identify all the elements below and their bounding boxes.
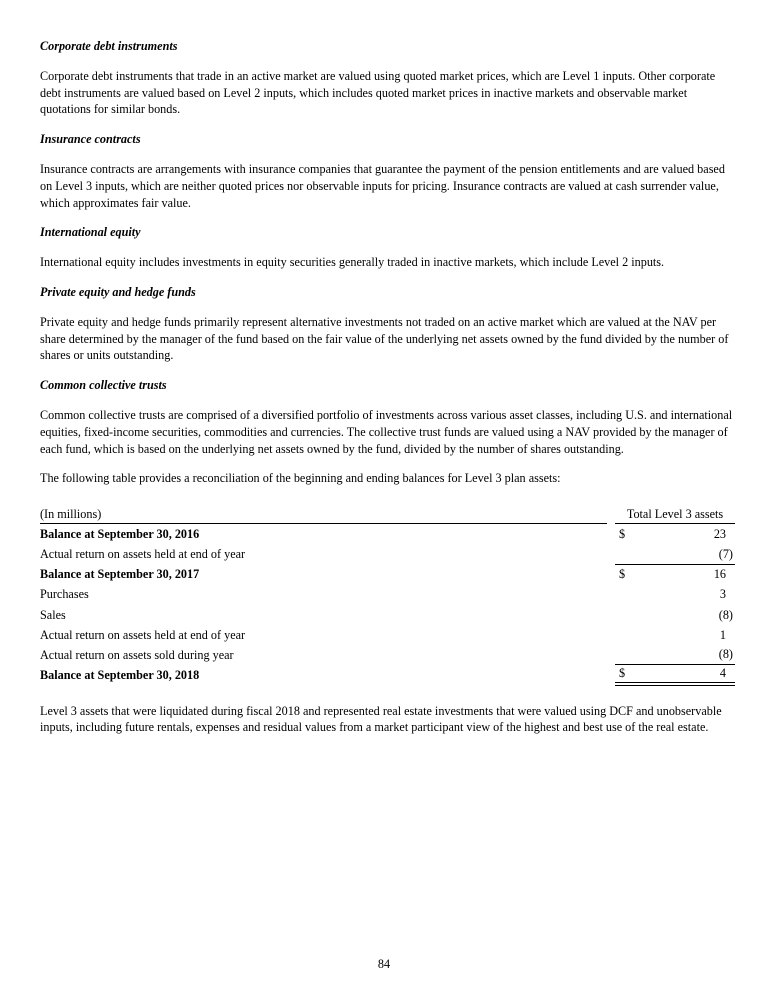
row-label: Purchases (40, 587, 89, 602)
section-paragraph: Corporate debt instruments that trade in an active market are valued using quoted market prices, which are Level 1 inputs. Other corporate debt instruments are valued based on Level 2 inputs, which includes quoted market prices in inactive markets and observable market quotations for similar bonds. (40, 68, 716, 117)
table-row (40, 524, 735, 544)
dollar-sign: $ (619, 526, 626, 541)
row-value-cell (615, 585, 735, 605)
table-row (40, 605, 735, 625)
closing-paragraph: Level 3 assets that were liquidated during fiscal 2018 and represented real estate investments that were valued using DCF and unobservable inputs, including future rentals, expenses and residual values from a market participant view of the highest and best use of the real estate. (40, 703, 722, 735)
table-row (40, 544, 735, 564)
row-value-cell (615, 544, 735, 564)
section-heading: Private equity and hedge funds (40, 284, 196, 299)
table-row (40, 665, 735, 685)
table-intro: The following table provides a reconciliation of the beginning and ending balances for Level 3 plan assets: (40, 471, 561, 486)
row-label: Actual return on assets held at end of year (40, 547, 246, 562)
row-value: (7) (718, 546, 733, 561)
row-label: Actual return on assets held at end of year (40, 627, 246, 642)
row-value-cell (615, 645, 735, 665)
section-paragraph: International equity includes investments in equity securities generally traded in inactive markets, which include Level 2 inputs. (40, 255, 665, 270)
row-value: (8) (718, 607, 733, 622)
table-header-row (40, 505, 735, 524)
section-heading: Insurance contracts (40, 132, 141, 147)
table-row (40, 645, 735, 665)
column-header-in-millions: (In millions) (40, 505, 607, 524)
table-row (40, 625, 735, 645)
row-label: Actual return on assets sold during year (40, 647, 234, 662)
section-common-collective-trusts (40, 377, 735, 457)
row-value-cell (615, 625, 735, 645)
dollar-sign: $ (619, 567, 626, 582)
table-row (40, 585, 735, 605)
row-label: Sales (40, 607, 66, 622)
section-corporate-debt (40, 38, 735, 118)
row-value: 16 (713, 567, 726, 582)
row-value: 4 (719, 666, 726, 681)
section-heading: Corporate debt instruments (40, 39, 178, 53)
row-value: 23 (713, 526, 726, 541)
row-value-cell (615, 565, 735, 585)
row-label: Balance at September 30, 2016 (40, 526, 200, 541)
row-value: (8) (718, 647, 733, 662)
row-value: 3 (719, 587, 726, 602)
dollar-sign: $ (619, 666, 626, 681)
section-paragraph: Insurance contracts are arrangements with insurance companies that guarantee the payment of the pension entitlements and are valued based on Level 3 inputs, which are neither quoted prices nor observable inputs for pricing. Insurance contracts are valued at cash surrender value, which approximates fair value. (40, 161, 725, 210)
column-header-total-level3-assets: Total Level 3 assets (615, 505, 735, 524)
row-value-cell (615, 605, 735, 625)
level3-reconciliation-table (40, 505, 735, 686)
row-value-cell (615, 524, 735, 544)
row-label: Balance at September 30, 2017 (40, 567, 200, 582)
section-private-equity-hedge-funds (40, 284, 735, 364)
section-international-equity (40, 224, 735, 271)
row-label: Balance at September 30, 2018 (40, 668, 200, 683)
section-heading: International equity (40, 225, 141, 240)
row-value: 1 (719, 627, 726, 642)
page-number: 84 (377, 957, 391, 971)
section-paragraph: Common collective trusts are comprised of a diversified portfolio of investments across various asset classes, including U.S. and international equities, fixed-income securities, commodities and currencies. The collective trust funds are valued using a NAV provided by the manager of each fund, which is based on the underlying net assets owned by the fund, divided by the number of shares outstanding. (40, 407, 733, 456)
table-row (40, 565, 735, 585)
section-heading: Common collective trusts (40, 378, 167, 393)
section-paragraph: Private equity and hedge funds primarily represent alternative investments not traded on an active market which are valued at the NAV per share determined by the manager of the fund based on the fair value of the underlying net assets owned by the fund divided by the number of shares or units outstanding. (40, 314, 729, 363)
section-insurance-contracts (40, 131, 735, 211)
row-value-cell (615, 665, 735, 685)
